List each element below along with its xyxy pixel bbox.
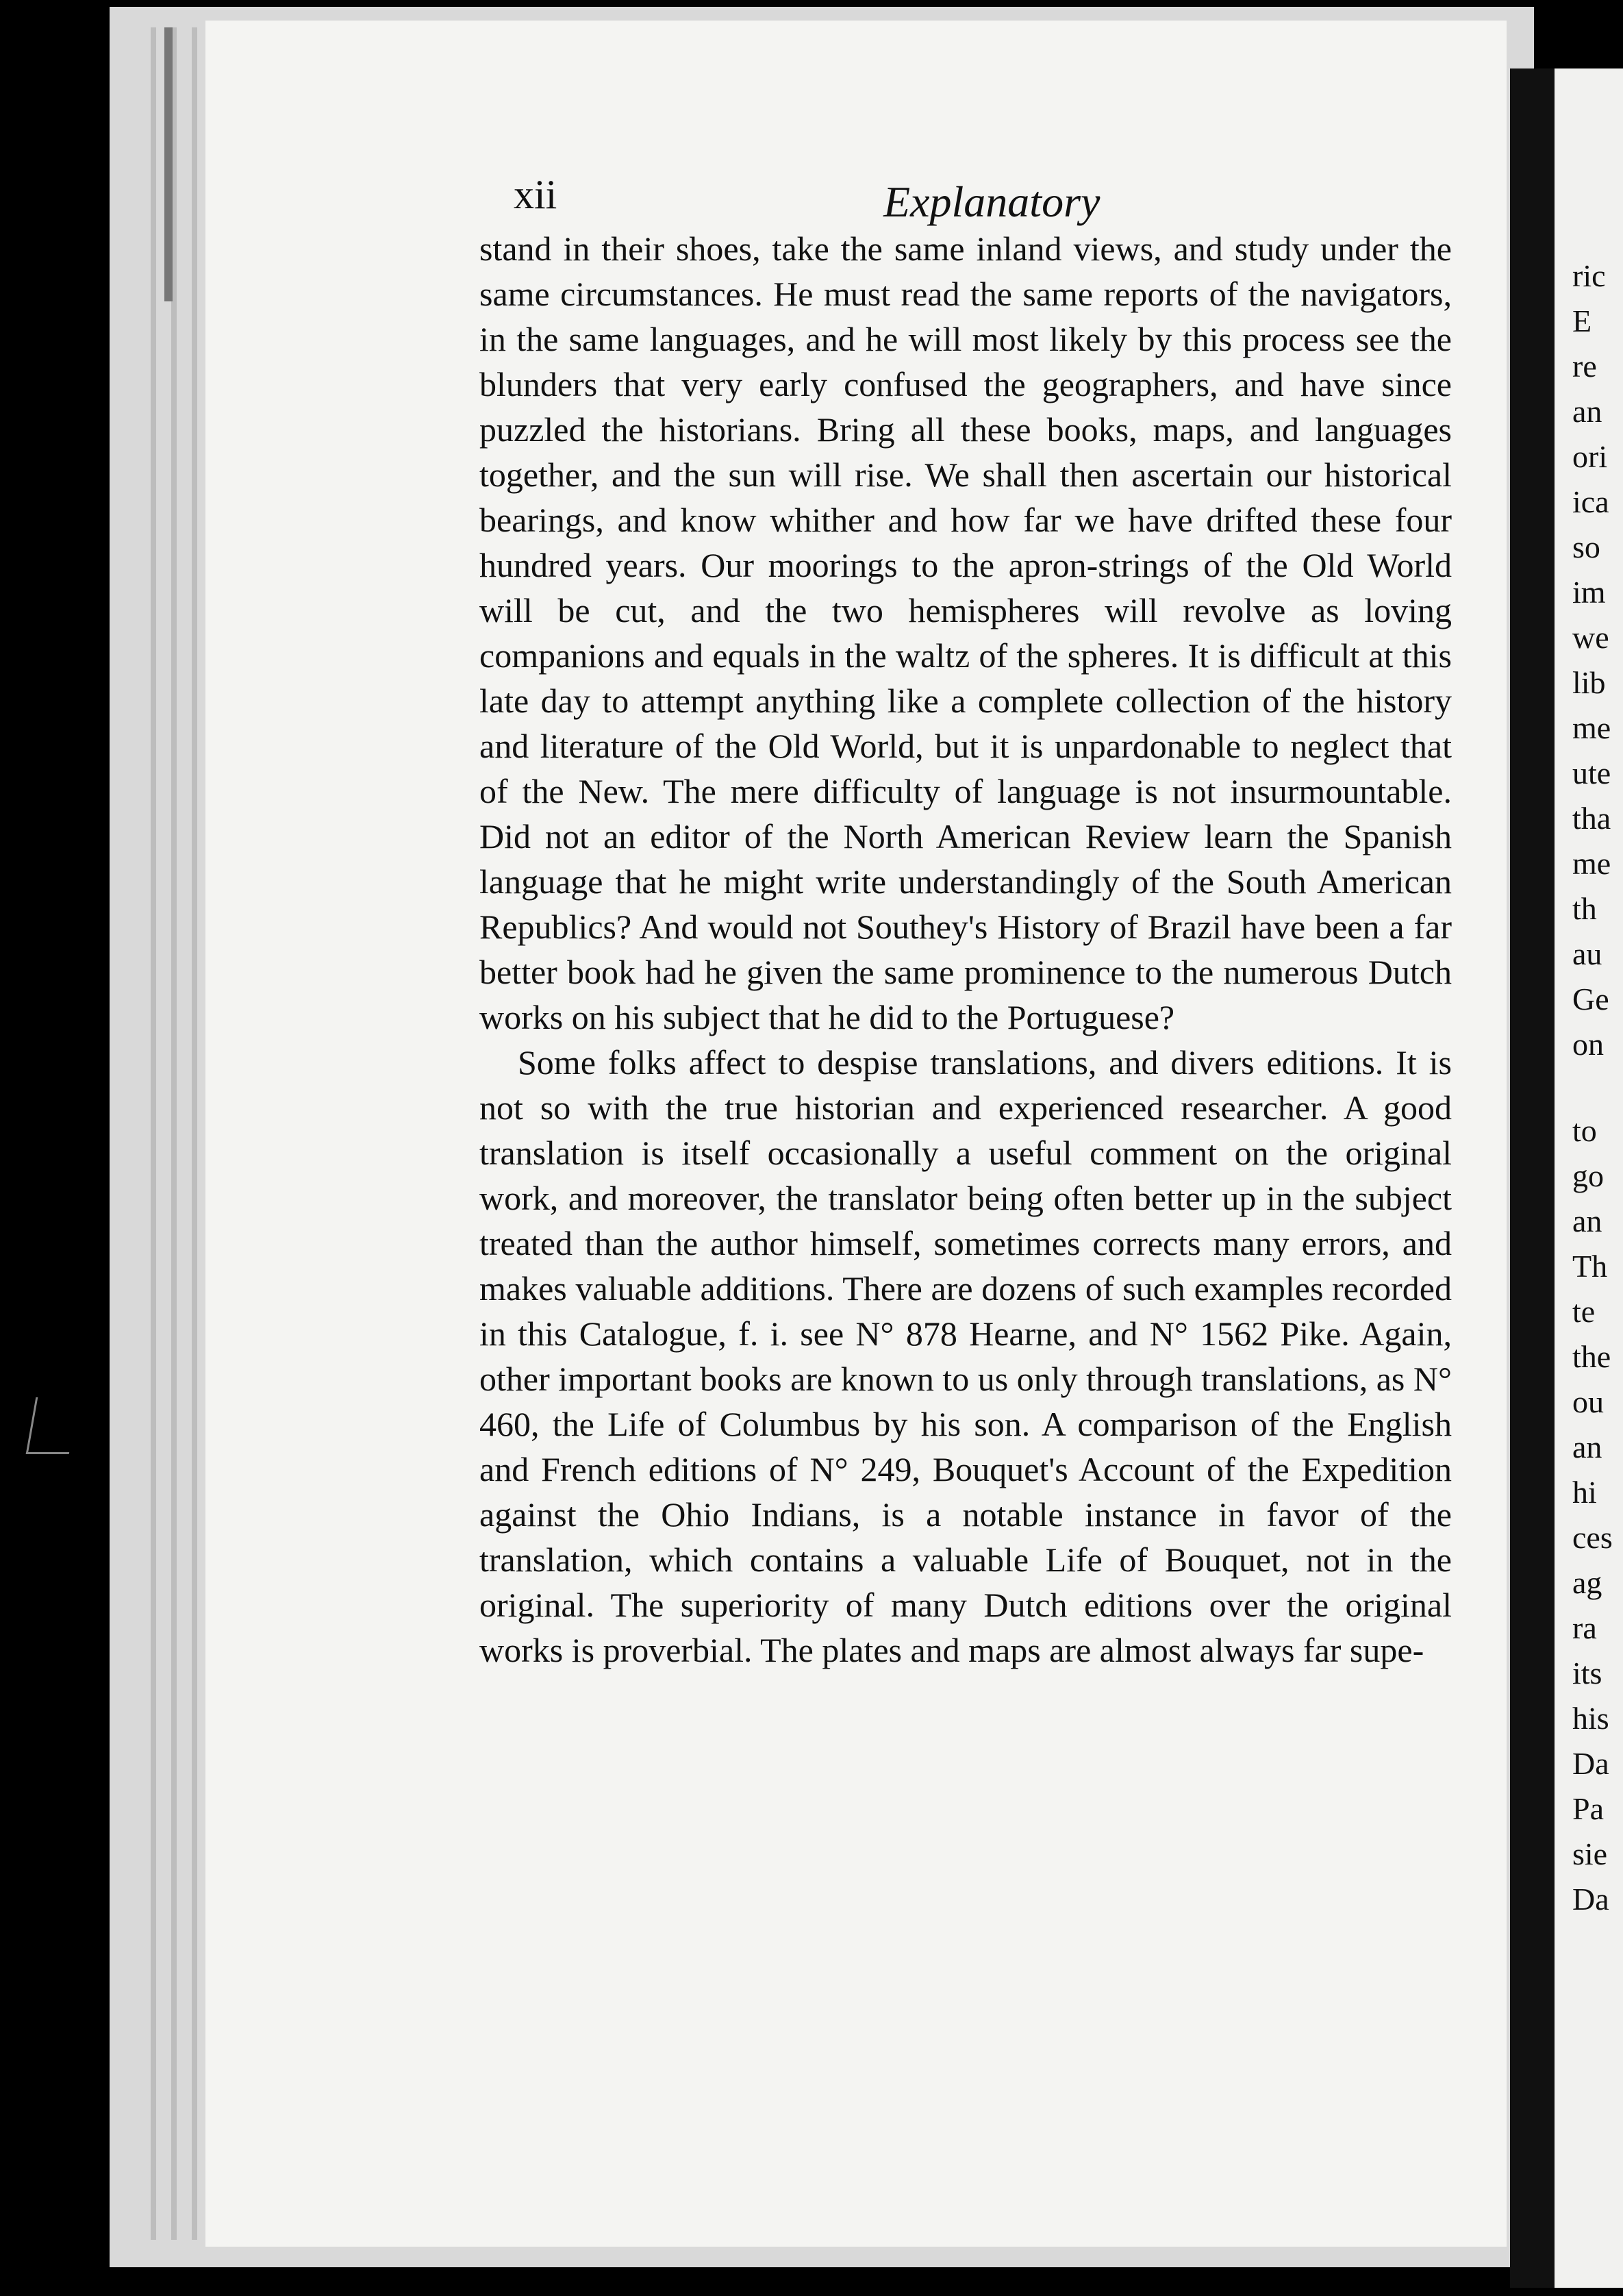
facing-page-fragment: to [1572, 1113, 1597, 1148]
facing-page-fragment: te [1572, 1294, 1596, 1329]
facing-page-fragment: ra [1572, 1610, 1597, 1645]
facing-page-fragment: his [1572, 1701, 1609, 1736]
facing-page-fragment: we [1572, 620, 1609, 655]
facing-page-fragment: Da [1572, 1746, 1609, 1781]
facing-page-fragment: ag [1572, 1565, 1602, 1600]
facing-page-fragment: au [1572, 936, 1602, 971]
facing-page-fragment: ica [1572, 484, 1609, 519]
facing-page-fragment: lib [1572, 665, 1606, 700]
facing-page-fragment: Ge [1572, 982, 1609, 1016]
body-text [479, 226, 1452, 1673]
facing-page-fragment: go [1572, 1158, 1604, 1193]
spine-strip [164, 27, 173, 301]
facing-page-fragment: tha [1572, 801, 1611, 836]
page-edge [151, 27, 156, 2240]
facing-page-fragment: on [1572, 1027, 1604, 1062]
facing-page-fragment: its [1572, 1656, 1602, 1690]
page-edge [192, 27, 197, 2240]
facing-page-fragment: me [1572, 710, 1611, 745]
facing-page-fragment: ute [1572, 756, 1611, 790]
facing-page-fragment: so [1572, 529, 1600, 564]
facing-page-fragment: E [1572, 303, 1592, 338]
facing-page-fragment: the [1572, 1339, 1611, 1374]
facing-page-fragment: th [1572, 891, 1597, 926]
facing-page-fragment: ric [1572, 258, 1606, 293]
page-edge [171, 27, 177, 2240]
running-head: Explanatory [883, 177, 1100, 226]
facing-page-fragment: an [1572, 394, 1602, 429]
paragraph: stand in their shoes, take the same inland views, and study under the same circumstances. He must read the same reports of the navigators, in the same languages, and he will most likely by this process see the blunders that very early confused the geographers, and have since puzzled the historians. Bring all these books, maps, and languages together, and the sun will rise. We shall then ascertain our historical bearings, and know whither and how far we have drifted these four hundred years. Our moorings to the apron-strings of the Old World will be cut, and the two hemispheres will revolve as loving companions and equals in the waltz of the spheres. It is difficult at this late day to attempt anything like a complete collection of the history and literature of the Old World, but it is unpardonable to neglect that of the New. The mere difficulty of language is not insurmountable. Did not an editor of the North American Review learn the Spanish language that he might write understandingly of the South American Republics? And would not Southey's History of Brazil have been a far better book had he given the same prominence to the numerous Dutch works on his subject that he did to the Portuguese? [479, 229, 1452, 1036]
facing-page-fragment: ou [1572, 1384, 1604, 1419]
facing-page [1555, 68, 1623, 2288]
facing-page-fragment: an [1572, 1430, 1602, 1464]
facing-page-fragment: Th [1572, 1249, 1608, 1284]
margin-mark [26, 1397, 79, 1454]
page-number: xii [514, 172, 557, 217]
paragraph: Some folks affect to despise translations, and divers editions. It is not so with the true historian and experienced researcher. A good translation is itself occasionally a useful comment on the original work, and moreover, the translator being often better up in the subject treated than the author himself, sometimes corrects many errors, and makes valuable additions. There are dozens of such examples recorded in this Catalogue, f. i. see N° 878 Hearne, and N° 1562 Pike. Again, other important books are known to us only through translations, as N° 460, the Life of Columbus by his son. A comparison of the English and French editions of N° 249, Bouquet's Account of the Expedition against the Ohio Indians, is a notable instance in favor of the translation, which contains a valuable Life of Bouquet, not in the original. The superiority of many Dutch editions over the original works is proverbial. The plates and maps are almost always far supe- [479, 1043, 1452, 1669]
facing-page-fragment: hi [1572, 1475, 1597, 1510]
facing-page-fragment: re [1572, 349, 1597, 384]
facing-page-fragment: sie [1572, 1836, 1608, 1871]
facing-page-fragment: ces [1572, 1520, 1613, 1555]
facing-page-fragment: me [1572, 846, 1611, 881]
facing-page-fragment: im [1572, 575, 1606, 610]
facing-page-fragment: Da [1572, 1882, 1609, 1917]
page-header [514, 171, 1472, 226]
facing-page-fragment: Pa [1572, 1791, 1604, 1826]
facing-page-fragment: an [1572, 1203, 1602, 1238]
facing-page-fragment: ori [1572, 439, 1608, 474]
